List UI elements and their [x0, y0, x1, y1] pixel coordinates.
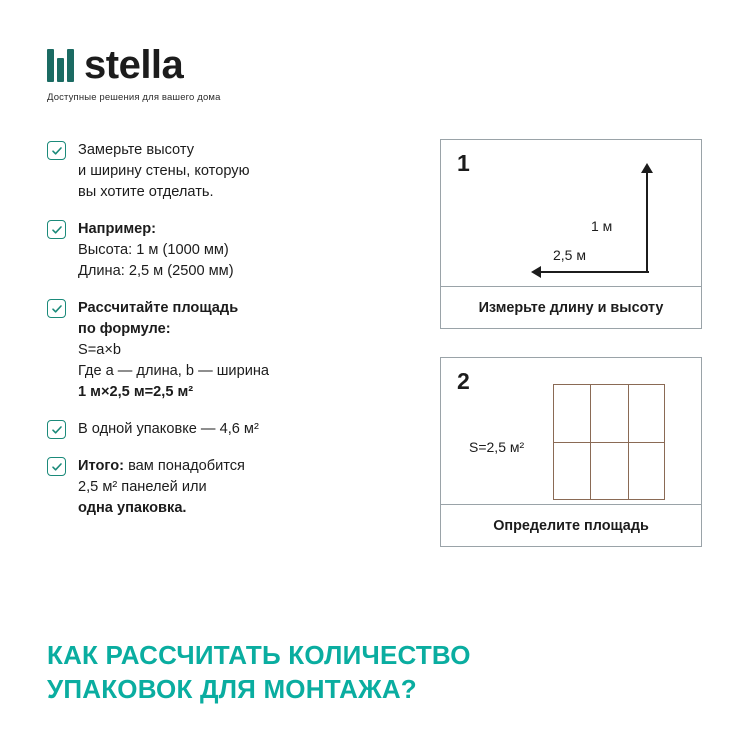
list-item: [47, 140, 387, 203]
list-item-text: [78, 419, 259, 440]
text-line: вам понадобится: [124, 458, 245, 474]
logo-row: [47, 44, 307, 86]
width-label: 2,5 м: [553, 247, 586, 263]
text-line: Рассчитайте площадь: [78, 300, 239, 316]
height-label: 1 м: [591, 218, 613, 234]
brand-logo: [47, 44, 307, 103]
diagram-measure-step: [440, 139, 702, 329]
diagram-number: 2: [457, 368, 470, 394]
width-arrow-icon: [541, 271, 649, 273]
text-line: одна упаковка.: [78, 500, 187, 516]
check-icon: [47, 299, 66, 318]
brand-name: stella: [84, 43, 184, 87]
calculation-result: 1 м×2,5 м=2,5 м²: [78, 384, 194, 400]
divider: [441, 286, 701, 287]
area-label: S=2,5 м²: [469, 439, 525, 455]
brand-tagline: Доступные решения для вашего дома: [47, 92, 221, 103]
text-line: вы хотите отделать.: [78, 184, 214, 200]
text-line: Длина: 2,5 м (2500 мм): [78, 263, 234, 279]
text-emphasis: Итого:: [78, 458, 125, 474]
text-line: 2,5 м² панелей или: [78, 479, 207, 495]
diagram-number: 1: [457, 150, 470, 176]
text-line: по формуле:: [78, 321, 171, 337]
panel-grid-icon: [553, 384, 665, 500]
stella-mark-icon: [47, 49, 74, 82]
text-line: В одной упаковке — 4,6 м²: [78, 421, 259, 437]
check-icon: [47, 420, 66, 439]
list-item-text: [78, 219, 234, 282]
list-item-text: [78, 298, 269, 403]
text-line: Замерьте высоту: [78, 142, 194, 158]
instruction-checklist: [47, 140, 387, 535]
page-title-line-2: УПАКОВОК ДЛЯ МОНТАЖА?: [47, 674, 417, 704]
text-line: Высота: 1 м (1000 мм): [78, 242, 229, 258]
list-item-text: [78, 456, 245, 519]
diagram-caption: Измерьте длину и высоту: [478, 300, 664, 316]
formula-text: S=a×b: [78, 342, 122, 358]
page-title-line-1: КАК РАССЧИТАТЬ КОЛИЧЕСТВО: [47, 640, 471, 670]
page-title: [47, 638, 667, 706]
list-item: [47, 219, 387, 282]
list-item: [47, 419, 387, 440]
divider: [441, 504, 701, 505]
check-icon: [47, 220, 66, 239]
list-item: [47, 456, 387, 519]
text-line: и ширину стены, которую: [78, 163, 250, 179]
text-line: Например:: [78, 221, 157, 237]
list-item: [47, 298, 387, 403]
list-item-text: [78, 140, 250, 203]
check-icon: [47, 141, 66, 160]
height-arrow-icon: [646, 172, 648, 272]
check-icon: [47, 457, 66, 476]
diagram-area-step: [440, 357, 702, 547]
diagram-caption: Определите площадь: [493, 518, 649, 534]
text-line: Где a — длина, b — ширина: [78, 363, 270, 379]
